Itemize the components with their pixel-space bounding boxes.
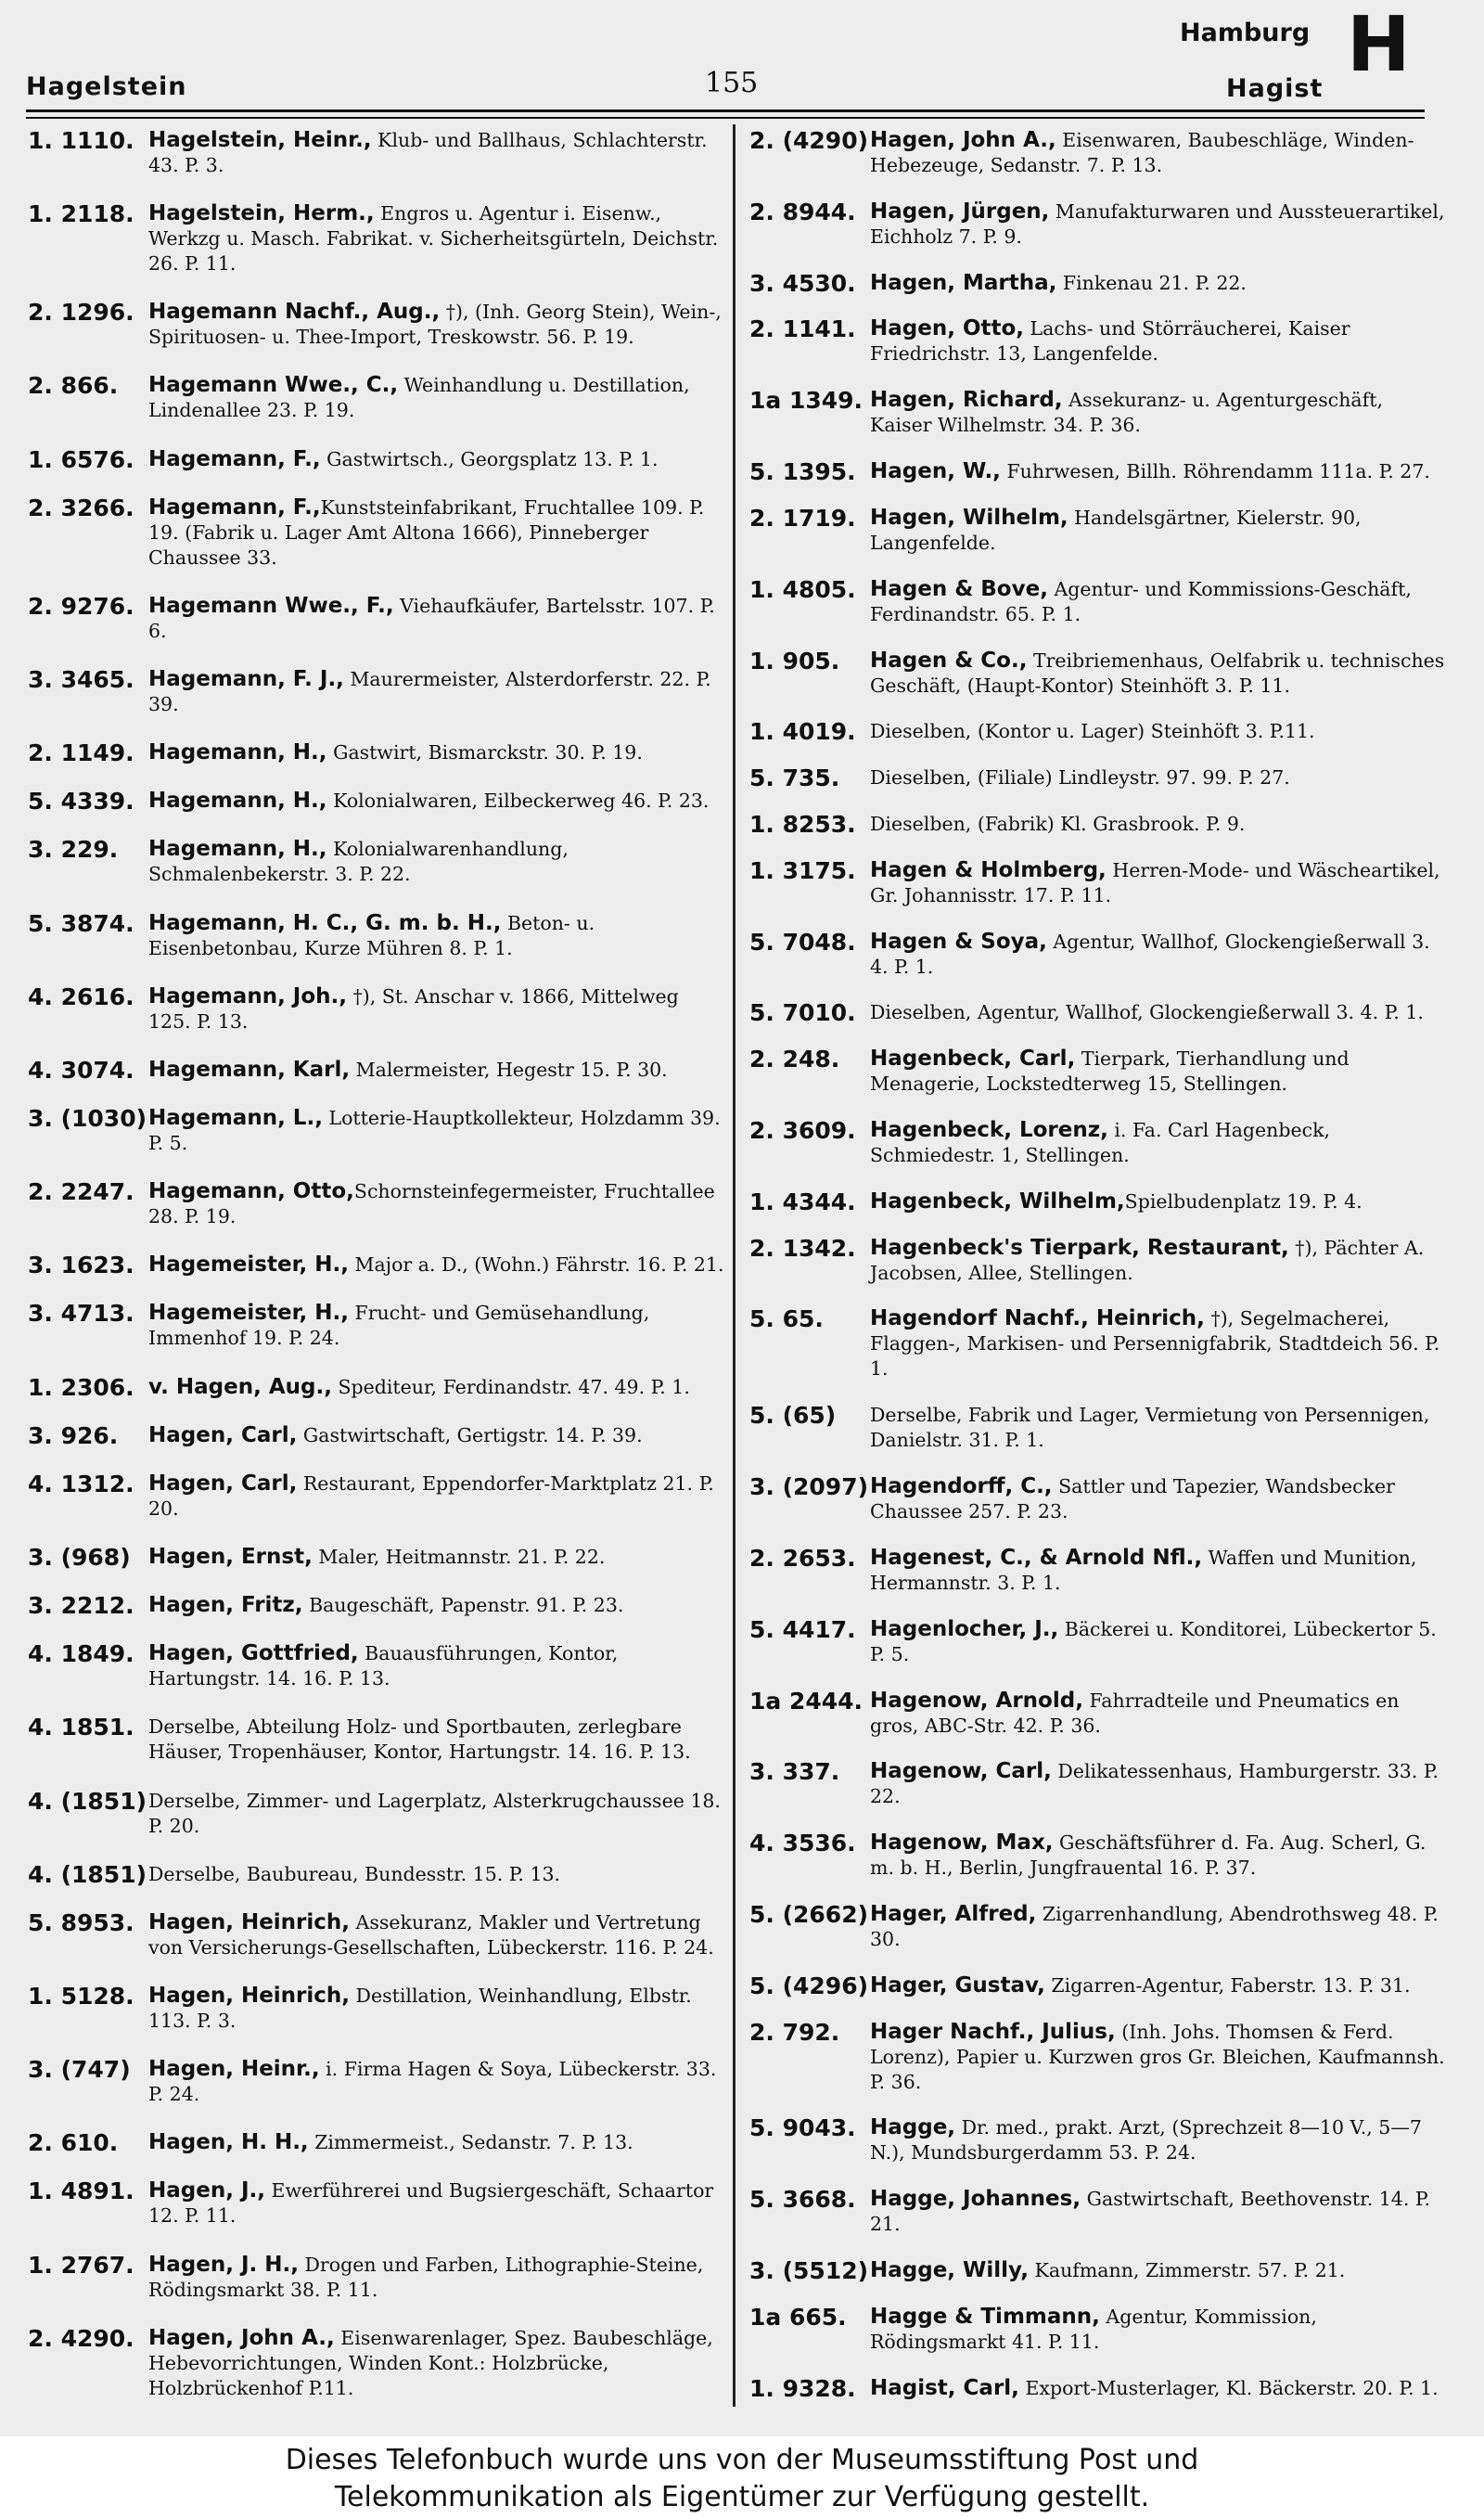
entry-name: Hagen & Co., xyxy=(870,648,1028,673)
phone-number: 2. 1141. xyxy=(749,316,856,343)
header-first-entry: Hagelstein xyxy=(26,72,187,101)
entry-name: Hagen, Ernst, xyxy=(148,1544,313,1569)
directory-entry xyxy=(28,2057,725,2107)
entry-details: Weinhandlung u. Destillation, Lindenallee 23. P. 19. xyxy=(148,374,690,422)
entry-details: Lotterie-Hauptkollekteur, Holzdamm 39. P. 5. xyxy=(148,1106,721,1154)
phone-number: 2. 4290. xyxy=(28,2325,134,2352)
phone-number: 2. 2653. xyxy=(749,1545,856,1572)
entry-details: Gastwirtschaft, Beethovenstr. 14. P. 21. xyxy=(870,2188,1431,2236)
entry-details: Maler, Heitmannstr. 21. P. 22. xyxy=(312,1545,606,1568)
phone-number: 3. 229. xyxy=(28,837,119,864)
phone-number: 1. 9328. xyxy=(749,2375,856,2401)
directory-entry xyxy=(28,373,725,423)
phone-number: 2. 3609. xyxy=(749,1118,856,1144)
phone-number: 1a 2444. xyxy=(749,1688,864,1715)
entry-details: Restaurant, Eppendorfer-Marktplatz 21. P. 20. xyxy=(148,1471,714,1520)
directory-entry xyxy=(28,1375,725,1400)
entry-name: Hager, Gustav, xyxy=(870,1972,1045,1998)
phone-number: 1. 2306. xyxy=(28,1374,134,1400)
entry-details: Bäckerei u. Konditorei, Lübeckertor 5. P. 5. xyxy=(870,1617,1437,1665)
entry-details: Export-Musterlager, Kl. Bäckerstr. 20. P. 1. xyxy=(1018,2376,1439,2399)
directory-entry xyxy=(749,1047,1447,1097)
directory-entry xyxy=(749,388,1447,438)
entry-details: Assekuranz- u. Agenturgeschäft, Kaiser Wilhelmstr. 34. P. 36. xyxy=(870,389,1383,437)
phone-number: 5. 735. xyxy=(749,765,840,791)
entry-details: Assekuranz, Makler und Vertretung von Versicherungs-Gesellschaften, Lübeckerstr. 116. P. 24. xyxy=(148,1910,714,1959)
phone-number: 3. 4530. xyxy=(749,270,856,296)
phone-number: 5. (2662) xyxy=(749,1901,869,1928)
entry-name: Hagen, J. H., xyxy=(148,2252,299,2277)
entry-details: Frucht- und Gemüsehandlung, Immenhof 19. P. 24. xyxy=(148,1302,650,1350)
phone-number: 5. 8953. xyxy=(28,1909,134,1936)
header-letter: H xyxy=(1347,1,1411,89)
phone-number: 5. (65) xyxy=(749,1403,837,1430)
phone-number: 1. 6576. xyxy=(28,446,134,472)
phone-number: 3. 1623. xyxy=(28,1253,134,1278)
phone-number: 3. (968) xyxy=(28,1544,131,1570)
directory-entry xyxy=(28,2326,725,2401)
entry-details: Zigarren-Agentur, Faberstr. 13. P. 31. xyxy=(1044,1973,1411,1997)
directory-entry xyxy=(28,1910,725,1960)
footer-notice xyxy=(0,2436,1484,2518)
directory-entry xyxy=(28,1862,725,1887)
directory-entry xyxy=(749,199,1447,250)
entry-name: Hagen, Fritz, xyxy=(148,1593,303,1618)
entry-name: Hagen, John A., xyxy=(870,128,1056,152)
phone-number: 3. 926. xyxy=(28,1422,119,1448)
entry-details: Eisenwarenlager, Spez. Baubeschläge, Hebevorrichtungen, Winden Kont.: Holzbrücke, Holzbrückenhof P.11. xyxy=(148,2326,713,2399)
entry-details: Maurermeister, Alsterdorferstr. 22. P. 39. xyxy=(148,667,711,715)
entry-name: Hagen, J., xyxy=(148,2178,265,2203)
entry-details: Klub- und Ballhaus, Schlachterstr. 43. P. 3. xyxy=(148,129,708,176)
entry-name: Hagen & Holmberg, xyxy=(870,857,1107,882)
entry-details: Gastwirt, Bismarckstr. 30. P. 19. xyxy=(326,741,643,764)
entry-details: †), Segelmacherei, Flaggen-, Markisen- und Persennigfabrik, Stadtdeich 56. P. 1. xyxy=(870,1307,1440,1381)
phone-number: 4. (1851) xyxy=(28,1788,147,1815)
directory-entry xyxy=(28,1253,725,1278)
entry-details: Derselbe, Abteilung Holz- und Sportbauten, zerlegbare Häuser, Tropenhäuser, Kontor, Hartungstr. 14. 16. P. 13. xyxy=(148,1715,691,1764)
directory-entry xyxy=(28,1179,725,1229)
entry-name: Hagge, Johannes, xyxy=(870,2187,1081,2212)
header-rule-thin xyxy=(26,117,1425,119)
entry-name: Hagen, Carl, xyxy=(148,1471,298,1496)
directory-entry xyxy=(749,316,1447,366)
entry-name: Hagendorff, C., xyxy=(870,1474,1053,1499)
directory-entry xyxy=(749,577,1447,627)
phone-number: 5. 9043. xyxy=(749,2115,856,2142)
directory-entry xyxy=(749,1831,1447,1881)
entry-name: Hagemann, H., xyxy=(148,837,327,862)
phone-number: 2. 1296. xyxy=(28,300,134,327)
phone-number: 1. 4019. xyxy=(749,719,856,745)
entry-details: †), Pächter A. Jacobsen, Allee, Stellingen. xyxy=(870,1236,1425,1284)
entry-details: Destillation, Weinhandlung, Elbstr. 113. P. 3. xyxy=(148,1984,692,2032)
phone-number: 3. 337. xyxy=(749,1759,840,1786)
entry-details: Dieselben, (Kontor u. Lager) Steinhöft 3. P.11. xyxy=(870,720,1315,743)
phone-number: 3. (5512) xyxy=(749,2258,869,2283)
phone-number: 1. 905. xyxy=(749,648,840,674)
phone-number: 4. 1849. xyxy=(28,1641,134,1668)
directory-entry xyxy=(28,1984,725,2034)
directory-entry xyxy=(749,1189,1447,1214)
entry-details: Bauausführungen, Kontor, Hartungstr. 14. 16. P. 13. xyxy=(148,1642,619,1690)
header-last-entry: Hagist xyxy=(1226,74,1324,103)
directory-entry xyxy=(28,1058,725,1083)
entry-details: Major a. D., (Wohn.) Fährstr. 16. P. 21. xyxy=(349,1253,724,1277)
entry-details: Manufakturwaren und Aussteuerartikel, Eichholz 7. P. 9. xyxy=(870,199,1445,248)
entry-name: Hagemann, H., xyxy=(148,789,327,814)
entry-details: Kaufmann, Zimmerstr. 57. P. 21. xyxy=(1029,2259,1346,2281)
phone-number: 2. 2247. xyxy=(28,1179,134,1206)
phone-number: 2. 610. xyxy=(28,2130,119,2156)
entry-name: Hagen, Carl, xyxy=(148,1422,298,1447)
phone-number: 1. 4805. xyxy=(749,576,856,603)
entry-name: Hagen, Heinrich, xyxy=(148,1909,351,1934)
entry-name: Hagenow, Arnold, xyxy=(870,1688,1083,1713)
phone-number: 1a 665. xyxy=(749,2304,847,2331)
entry-name: Hagemann, Joh., xyxy=(148,983,348,1008)
phone-number: 5. 3668. xyxy=(749,2187,856,2214)
entry-name: Hagenow, Carl, xyxy=(870,1759,1052,1784)
right-column xyxy=(749,128,1447,2401)
entry-details: Eisenwaren, Baubeschläge, Winden-Hebezeuge, Sedanstr. 7. P. 13. xyxy=(870,129,1414,176)
entry-details: Engros u. Agentur i. Eisenw., Werkzg u. Masch. Fabrikat. v. Sicherheitsgürteln, Deichstr. 26. P. 11. xyxy=(148,202,719,276)
phone-number: 1. 1110. xyxy=(28,128,134,154)
directory-entry xyxy=(28,201,725,276)
directory-entry xyxy=(28,447,725,472)
directory-entry xyxy=(28,1471,725,1522)
directory-entry xyxy=(28,128,725,178)
directory-entry xyxy=(749,1546,1447,1596)
entry-name: Hagenow, Max, xyxy=(870,1831,1054,1856)
entry-name: v. Hagen, Aug., xyxy=(148,1374,332,1399)
directory-entry xyxy=(749,1474,1447,1524)
directory-entry xyxy=(749,1000,1447,1025)
directory-entry xyxy=(749,459,1447,484)
directory-entry xyxy=(749,812,1447,837)
entry-name: Hagenbeck, Lorenz, xyxy=(870,1118,1108,1142)
entry-details: Derselbe, Fabrik und Lager, Vermietung von Persennigen, Danielstr. 31. P. 1. xyxy=(870,1404,1430,1452)
entry-name: Hagemann, F., xyxy=(148,495,321,520)
entry-name: Hagge, Willy, xyxy=(870,2258,1030,2282)
entry-details: Zigarrenhandlung, Abendrothsweg 48. P. 30. xyxy=(870,1902,1439,1950)
entry-details: Handelsgärtner, Kielerstr. 90, Langenfelde. xyxy=(870,506,1362,554)
phone-number: 4. (1851) xyxy=(28,1861,147,1887)
entry-details: Treibriemenhaus, Oelfabrik u. technisches Geschäft, (Haupt-Kontor) Steinhöft 3. P. 11. xyxy=(870,649,1445,697)
entry-name: Hagemann, F. J., xyxy=(148,666,344,691)
footer-line-1: Dieses Telefonbuch wurde uns von der Museumsstiftung Post und xyxy=(285,2444,1199,2476)
entry-details: i. Firma Hagen & Soya, Lübeckerstr. 33. P. 24. xyxy=(148,2058,717,2106)
entry-details: Dieselben, (Filiale) Lindleystr. 97. 99. P. 27. xyxy=(870,766,1290,790)
phone-number: 4. 3536. xyxy=(749,1831,856,1857)
entry-name: Hagen, Martha, xyxy=(870,270,1057,295)
entry-details: Viehaufkäufer, Bartelsstr. 107. P. 6. xyxy=(148,594,715,642)
entry-details: Drogen und Farben, Lithographie-Steine, Rödingsmarkt 38. P. 11. xyxy=(148,2253,704,2301)
entry-name: Hagenbeck, Wilhelm, xyxy=(870,1188,1125,1214)
entry-details: Fuhrwesen, Billh. Röhrendamm 111a. P. 27. xyxy=(1000,460,1430,483)
directory-entry xyxy=(749,2305,1447,2355)
directory-entry xyxy=(28,1301,725,1351)
entry-name: Hager Nachf., Julius, xyxy=(870,2019,1116,2044)
entry-details: (Inh. Johs. Thomsen & Ferd. Lorenz), Papier u. Kurzwen gros Gr. Bleichen, Kaufmannsh. P. 36. xyxy=(870,2020,1445,2093)
entry-details: Sattler und Tapezier, Wandsbecker Chaussee 257. P. 23. xyxy=(870,1475,1395,1523)
page-number: 155 xyxy=(705,67,759,99)
phone-number: 4. 1851. xyxy=(28,1715,134,1741)
directory-entry xyxy=(749,506,1447,556)
entry-name: Hagemann Wwe., C., xyxy=(148,373,399,398)
directory-entry xyxy=(749,1689,1447,1739)
phone-number: 1. 8253. xyxy=(749,811,856,837)
phone-number: 4. 2616. xyxy=(28,983,134,1010)
entry-name: Hagendorf Nachf., Heinrich, xyxy=(870,1306,1205,1331)
phone-number: 1. 2118. xyxy=(28,201,134,228)
entry-name: Hagenbeck, Carl, xyxy=(870,1047,1076,1072)
directory-entry xyxy=(28,2253,725,2303)
phone-number: 3. 3465. xyxy=(28,666,134,693)
entry-details: Spediteur, Ferdinandstr. 47. 49. P. 1. xyxy=(331,1375,690,1398)
entry-details: Tierpark, Tierhandlung und Menagerie, Lockstedterweg 15, Stellingen. xyxy=(870,1047,1350,1096)
directory-entry xyxy=(749,2115,1447,2165)
phone-number: 1. 5128. xyxy=(28,1983,134,2010)
entry-details: Baugeschäft, Papenstr. 91. P. 23. xyxy=(302,1594,624,1617)
entry-name: Hagist, Carl, xyxy=(870,2375,1019,2400)
directory-entry xyxy=(749,1617,1447,1667)
entry-details: †), (Inh. Georg Stein), Wein-, Spirituosen- u. Thee-Import, Treskowstr. 56. P. 19. xyxy=(148,301,722,349)
entry-name: Hagemann, Otto, xyxy=(148,1179,354,1204)
entry-name: Hagemann Wwe., F., xyxy=(148,593,394,618)
entry-details: Agentur, Wallhof, Glockengießerwall 3. 4. P. 1. xyxy=(870,930,1430,978)
entry-details: Zimmermeist., Sedanstr. 7. P. 13. xyxy=(308,2131,633,2154)
directory-entry xyxy=(28,2130,725,2155)
phone-number: 3. (747) xyxy=(28,2057,131,2084)
phone-number: 1. 3175. xyxy=(749,857,856,884)
footer-line-2: Telekommunikation als Eigentümer zur Verfügung gestellt. xyxy=(334,2481,1150,2513)
phone-number: 2. 8944. xyxy=(749,199,856,225)
directory-entry xyxy=(28,2178,725,2229)
entry-details: Agentur, Kommission, Rödingsmarkt 41. P. 11. xyxy=(870,2305,1317,2353)
directory-entry xyxy=(28,300,725,350)
phone-number: 2. 1342. xyxy=(749,1235,856,1262)
entry-details: Geschäftsführer d. Fa. Aug. Scherl, G. m. b. H., Berlin, Jungfrauental 16. P. 37. xyxy=(870,1831,1426,1880)
phone-number: 2. (4290) xyxy=(749,128,869,154)
phone-number: 5. 4339. xyxy=(28,789,134,815)
entry-details: Delikatessenhaus, Hamburgerstr. 33. P. 22. xyxy=(870,1760,1439,1808)
phone-number: 3. (1030) xyxy=(28,1105,147,1132)
directory-entry xyxy=(749,1902,1447,1952)
column-divider xyxy=(733,124,736,2407)
phone-number: 1a 1349. xyxy=(749,388,864,415)
entry-name: Hagen & Soya, xyxy=(870,929,1047,954)
phone-number: 1. 4891. xyxy=(28,2178,134,2205)
entry-details: Beton- u. Eisenbetonbau, Kurze Mühren 8. P. 1. xyxy=(148,911,595,959)
phone-number: 3. (2097) xyxy=(749,1474,869,1501)
directory-entry xyxy=(28,1789,725,1839)
directory-entry xyxy=(28,1715,725,1765)
entry-name: Hagenlocher, J., xyxy=(870,1616,1059,1641)
directory-entry xyxy=(28,667,725,717)
directory-entry xyxy=(749,1118,1447,1168)
entry-name: Hagelstein, Heinr., xyxy=(148,128,372,152)
entry-details: Kolonialwarenhandlung, Schmalenbekerstr. 3. P. 22. xyxy=(148,838,569,886)
directory-entry xyxy=(28,1106,725,1156)
entry-details: Ewerführerei und Bugsiergeschäft, Schaartor 12. P. 11. xyxy=(148,2179,714,2228)
entry-details: Kunststeinfabrikant, Fruchtallee 109. P. 19. (Fabrik u. Lager Amt Altona 1666), Pinneberger Chaussee 33. xyxy=(148,495,705,569)
entry-name: Hagenbeck's Tierpark, Restaurant, xyxy=(870,1235,1289,1260)
page-header xyxy=(0,0,1484,119)
entry-name: Hagen, H. H., xyxy=(148,2130,309,2155)
entry-name: Hagemann, F., xyxy=(148,446,321,471)
entry-name: Hagemann Nachf., Aug., xyxy=(148,300,441,325)
entry-name: Hagen, John A., xyxy=(148,2325,335,2350)
phone-number: 4. 3074. xyxy=(28,1057,134,1083)
entry-name: Hagemann, L., xyxy=(148,1105,323,1130)
directory-entry xyxy=(28,740,725,765)
entry-details: Derselbe, Zimmer- und Lagerplatz, Alsterkrugchaussee 18. P. 20. xyxy=(148,1789,721,1837)
directory-entry xyxy=(749,930,1447,980)
entry-name: Hagen, Heinr., xyxy=(148,2057,320,2082)
directory-entry xyxy=(28,789,725,814)
entry-name: Hagemann, Karl, xyxy=(148,1057,351,1082)
directory-entry xyxy=(749,858,1447,908)
entry-details: Derselbe, Baubureau, Bundesstr. 15. P. 13. xyxy=(148,1862,561,1885)
phone-number: 5. 4417. xyxy=(749,1616,856,1643)
entry-name: Hagge & Timmann, xyxy=(870,2304,1100,2329)
phone-number: 2. 1149. xyxy=(28,740,134,766)
entry-details: Gastwirtsch., Georgsplatz 13. P. 1. xyxy=(320,447,659,470)
directory-entry xyxy=(749,2187,1447,2237)
directory-entry xyxy=(28,1423,725,1448)
entry-name: Hager, Alfred, xyxy=(870,1901,1037,1926)
directory-entry xyxy=(749,2258,1447,2283)
entry-details: Waffen und Munition, Hermannstr. 3. P. 1. xyxy=(870,1546,1417,1594)
phone-number: 2. 3266. xyxy=(28,495,134,521)
entry-details: Herren-Mode- und Wäscheartikel, Gr. Johannisstr. 17. P. 11. xyxy=(870,858,1440,906)
directory-entry xyxy=(749,271,1447,296)
directory-entry xyxy=(749,1973,1447,1998)
phone-number: 5. 7010. xyxy=(749,1000,856,1026)
directory-entry xyxy=(749,1306,1447,1381)
directory-entry xyxy=(28,911,725,961)
directory-entry xyxy=(28,984,725,1034)
phone-number: 2. 248. xyxy=(749,1047,840,1073)
entry-details: Spielbudenplatz 19. P. 4. xyxy=(1124,1189,1362,1213)
phone-number: 5. 3874. xyxy=(28,910,134,937)
phone-number: 5. (4296) xyxy=(749,1972,869,1998)
entry-name: Hagemeister, H., xyxy=(148,1301,349,1326)
entry-name: Hagen, Heinrich, xyxy=(148,1983,351,2008)
entry-details: Lachs- und Störräucherei, Kaiser Friedrichstr. 13, Langenfelde. xyxy=(870,317,1350,366)
phone-number: 5. 65. xyxy=(749,1306,824,1333)
entry-details: Dr. med., prakt. Arzt, (Sprechzeit 8—10 V., 5—7 N.), Mundsburgerdamm 53. P. 24. xyxy=(870,2116,1422,2165)
directory-entry xyxy=(749,2020,1447,2095)
header-city: Hamburg xyxy=(1180,19,1311,47)
phone-number: 2. 792. xyxy=(749,2019,840,2046)
directory-entry xyxy=(28,1641,725,1691)
directory-entry xyxy=(749,1759,1447,1809)
entry-details: Kolonialwaren, Eilbeckerweg 46. P. 23. xyxy=(326,790,710,813)
entry-name: Hagemeister, H., xyxy=(148,1253,349,1278)
entry-details: Schornsteinfegermeister, Fruchtallee 28. P. 19. xyxy=(148,1180,715,1228)
entry-name: Hagen, W., xyxy=(870,459,1001,484)
directory-entry xyxy=(749,719,1447,744)
entry-name: Hagge, xyxy=(870,2115,956,2140)
entry-name: Hagelstein, Herm., xyxy=(148,201,375,226)
entry-details: Dieselben, (Fabrik) Kl. Grasbrook. P. 9. xyxy=(870,812,1246,835)
entry-name: Hagen, Gottfried, xyxy=(148,1641,359,1666)
phone-number: 4. 1312. xyxy=(28,1471,134,1497)
left-column xyxy=(28,128,725,2401)
header-rule xyxy=(26,109,1425,112)
directory-entry xyxy=(28,1593,725,1618)
directory-entry xyxy=(749,128,1447,178)
entry-details: Malermeister, Hegestr 15. P. 30. xyxy=(350,1058,668,1081)
entry-details: i. Fa. Carl Hagenbeck, Schmiedestr. 1, Stellingen. xyxy=(870,1119,1331,1166)
phone-number: 1. 4344. xyxy=(749,1188,856,1214)
entry-details: Finkenau 21. P. 22. xyxy=(1056,271,1247,294)
phone-number: 2. 9276. xyxy=(28,593,134,620)
phone-number: 3. 2212. xyxy=(28,1593,134,1619)
phone-number: 5. 7048. xyxy=(749,929,856,956)
entry-name: Hagen & Bove, xyxy=(870,576,1048,601)
directory-entry xyxy=(28,594,725,644)
phone-number: 2. 1719. xyxy=(749,505,856,532)
directory-entry xyxy=(28,837,725,887)
entry-name: Hagen, Otto, xyxy=(870,316,1025,341)
phone-number: 2. 866. xyxy=(28,373,119,400)
entry-details: Agentur- und Kommissions-Geschäft, Ferdinandstr. 65. P. 1. xyxy=(870,577,1412,625)
directory-entry xyxy=(749,765,1447,790)
directory-entry xyxy=(28,495,725,571)
entry-name: Hagemann, H., xyxy=(148,740,327,765)
entry-details: Gastwirtschaft, Gertigstr. 14. P. 39. xyxy=(297,1423,643,1446)
directory-entry xyxy=(749,2376,1447,2401)
phone-number: 3. 4713. xyxy=(28,1301,134,1328)
phone-number: 5. 1395. xyxy=(749,459,856,485)
directory-entry xyxy=(749,1403,1447,1453)
entry-details: †), St. Anschar v. 1866, Mittelweg 125. P. 13. xyxy=(148,984,679,1033)
directory-entry xyxy=(28,1545,725,1570)
phone-number: 1. 2767. xyxy=(28,2252,134,2279)
entry-name: Hagemann, H. C., G. m. b. H., xyxy=(148,910,502,935)
entry-name: Hagen, Wilhelm, xyxy=(870,505,1068,530)
entry-name: Hagen, Richard, xyxy=(870,388,1063,413)
directory-entry xyxy=(749,649,1447,699)
directory-entry xyxy=(749,1236,1447,1286)
entry-details: Dieselben, Agentur, Wallhof, Glockengießerwall 3. 4. P. 1. xyxy=(870,1001,1424,1024)
entry-details: Fahrradteile und Pneumatics en gros, ABC-Str. 42. P. 36. xyxy=(870,1689,1400,1737)
entry-name: Hagen, Jürgen, xyxy=(870,199,1050,224)
entry-name: Hagenest, C., & Arnold Nfl., xyxy=(870,1545,1203,1570)
